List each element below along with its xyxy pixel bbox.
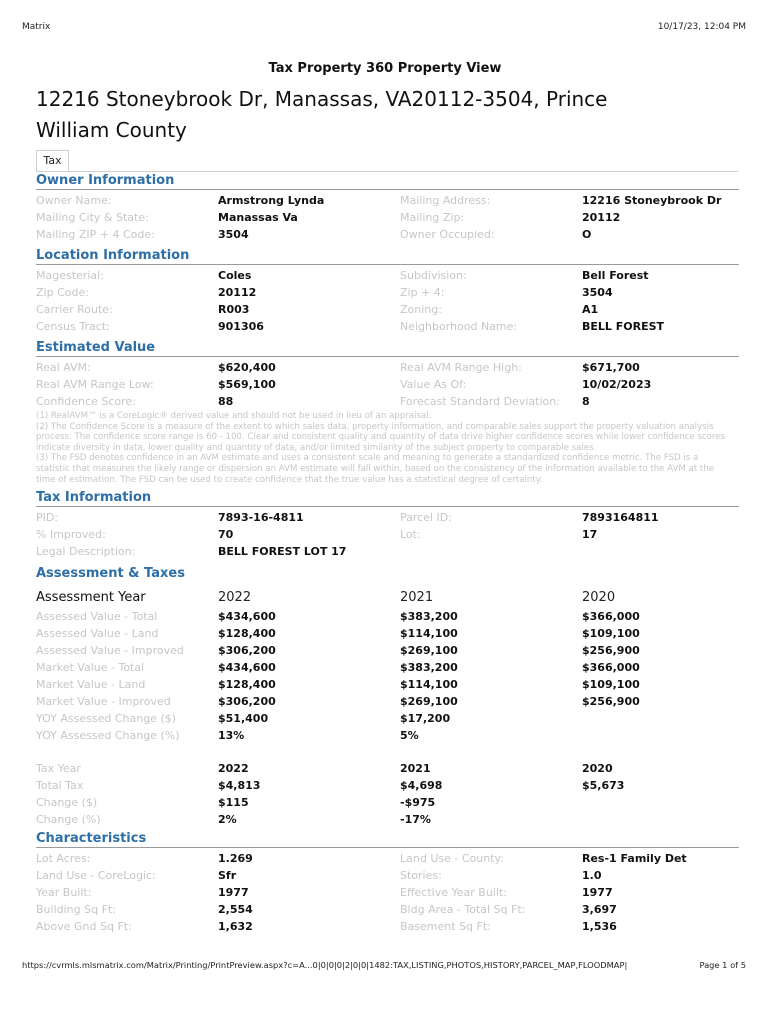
cell-value: $256,900 (582, 695, 640, 708)
info-row (36, 850, 739, 867)
table-row (36, 625, 739, 642)
cell-value: $366,000 (582, 661, 640, 674)
field-value: 1,536 (582, 920, 617, 933)
cell-value: $109,100 (582, 627, 640, 640)
field-value: 8 (582, 395, 590, 408)
field-value: 3504 (218, 228, 249, 241)
section-title: Location Information (36, 247, 739, 265)
section-title: Assessment & Taxes (36, 566, 185, 581)
field-label: Neighborhood Name: (400, 320, 518, 333)
field-value: 1,632 (218, 920, 253, 933)
note-line: process. The confidence score range is 60 - 100. Clear and consistent quality and quantity of data drive higher confidence scores while lower confidence scores (36, 432, 725, 443)
field-label: Zip + 4: (400, 286, 445, 299)
assessment-taxes-section (36, 565, 739, 828)
row-label: Assessed Value - Land (36, 627, 159, 640)
cell-value: $128,400 (218, 627, 276, 640)
cell-value: $114,100 (400, 627, 458, 640)
field-label: Bldg Area - Total Sq Ft: (400, 903, 526, 916)
table-row (36, 676, 739, 693)
cell-value: 2020 (582, 762, 613, 775)
cell-value: 13% (218, 729, 245, 742)
field-value: 70 (218, 528, 234, 541)
note-line: statistic that measures the likely range or dispersion an AVM estimate will fall within, based on the consistency of the information available to the AVM at the (36, 463, 715, 474)
field-label: Census Tract: (36, 320, 110, 333)
cell-value: $434,600 (218, 661, 276, 674)
field-value: $671,700 (582, 361, 640, 374)
cell-value: $269,100 (400, 695, 458, 708)
info-row (36, 318, 739, 335)
field-value: Sfr (218, 869, 237, 882)
cell-value: $115 (218, 796, 249, 809)
field-label: Real AVM: (36, 361, 91, 374)
info-row (36, 359, 739, 376)
field-label: Confidence Score: (36, 395, 136, 408)
row-label: YOY Assessed Change ($) (36, 712, 177, 725)
document-title: Tax Property 360 Property View (268, 61, 502, 76)
table-row (36, 693, 739, 710)
note-line: (3) The FSD denotes confidence in an AVM estimate and uses a consistent scale and meaning to generate a standardized confidence metric. The FSD is a (36, 453, 699, 464)
field-label: Owner Occupied: (400, 228, 495, 241)
cell-value: 5% (400, 729, 419, 742)
field-value: 7893-16-4811 (218, 511, 304, 524)
field-label: Real AVM Range Low: (36, 378, 154, 391)
address-line-2: William County (36, 118, 187, 142)
note-line: time of estimation. The FSD can be used to create confidence that the true value has a statistical degree of certainty. (36, 474, 543, 485)
field-label: Above Gnd Sq Ft: (36, 920, 132, 933)
row-label: Change (%) (36, 813, 101, 826)
cell-value: $17,200 (400, 712, 451, 725)
print-header-app: Matrix (22, 22, 51, 32)
field-value: 1977 (582, 886, 613, 899)
field-value: 7893164811 (582, 511, 659, 524)
info-row (36, 226, 739, 243)
field-value: Bell Forest (582, 269, 649, 282)
info-row (36, 192, 739, 209)
field-value: Armstrong Lynda (218, 194, 325, 207)
info-row (36, 209, 739, 226)
field-value: 3,697 (582, 903, 617, 916)
field-label: Land Use - County: (400, 852, 504, 865)
field-value: 17 (582, 528, 598, 541)
cell-value: $114,100 (400, 678, 458, 691)
cell-value: $434,600 (218, 610, 276, 623)
cell-value: $306,200 (218, 644, 276, 657)
row-label: Tax Year (36, 762, 81, 775)
field-label: Stories: (400, 869, 442, 882)
cell-value: $4,813 (218, 779, 261, 792)
field-label: % Improved: (36, 528, 106, 541)
cell-value: $269,100 (400, 644, 458, 657)
row-label: Assessed Value - Total (36, 610, 158, 623)
note-line: indicate diversity in data, lower quality and quantity of data, and/or limited similarity of the subject property to comparable sales. (36, 442, 597, 453)
column-header: 2022 (218, 590, 252, 605)
field-label: Magesterial: (36, 269, 104, 282)
field-value: Manassas Va (218, 211, 298, 224)
row-label: Assessed Value - Improved (36, 644, 184, 657)
info-row (36, 867, 739, 884)
property-address (36, 84, 736, 146)
cell-value: $383,200 (400, 610, 458, 623)
tax-information-section (36, 489, 739, 560)
field-value: BELL FOREST LOT 17 (218, 545, 347, 558)
column-header: 2021 (400, 590, 434, 605)
field-value: $569,100 (218, 378, 276, 391)
field-value: 20112 (218, 286, 257, 299)
table-row (36, 777, 739, 794)
section-title: Estimated Value (36, 339, 739, 357)
info-row (36, 526, 739, 543)
field-label: Forecast Standard Deviation: (400, 395, 560, 408)
field-label: Lot: (400, 528, 421, 541)
field-label: Zoning: (400, 303, 442, 316)
cell-value: $5,673 (582, 779, 625, 792)
info-row (36, 301, 739, 318)
note-line: (2) The Confidence Score is a measure of the extent to which sales data, property information, and comparable sales support the property valuation analysis (36, 421, 714, 432)
field-label: Zip Code: (36, 286, 89, 299)
cell-value: $383,200 (400, 661, 458, 674)
field-value: O (582, 228, 592, 241)
location-information-section (36, 247, 739, 335)
field-label: Mailing ZIP + 4 Code: (36, 228, 155, 241)
table-row (36, 642, 739, 659)
table-row (36, 794, 739, 811)
table-row (36, 659, 739, 676)
field-label: Parcel ID: (400, 511, 452, 524)
cell-value: $366,000 (582, 610, 640, 623)
field-value: R003 (218, 303, 250, 316)
cell-value: $128,400 (218, 678, 276, 691)
assessment-year-header (36, 588, 739, 608)
row-label: Market Value - Improved (36, 695, 171, 708)
section-title: Tax Information (36, 489, 739, 507)
table-row (36, 727, 739, 744)
field-label: Effective Year Built: (400, 886, 507, 899)
info-row (36, 393, 739, 410)
print-footer-url: https://cvrmls.mlsmatrix.com/Matrix/Printing/PrintPreview.aspx?c=A...0|0|0|0|2|0|0|1482:TAX,LISTING,PHOTOS,HISTORY,PARCEL_MAP,FLOODMAP| (22, 960, 628, 970)
cell-value: $306,200 (218, 695, 276, 708)
estimated-value-section (36, 339, 739, 485)
info-row (36, 376, 739, 393)
row-label: Change ($) (36, 796, 98, 809)
row-label: Market Value - Total (36, 661, 145, 674)
table-row (36, 811, 739, 828)
field-value: 10/02/2023 (582, 378, 652, 391)
note-line: (1) RealAVM™ is a CoreLogic® derived value and should not be used in lieu of an appraisal. (36, 411, 432, 421)
field-label: Carrier Route: (36, 303, 113, 316)
field-label: Subdivision: (400, 269, 467, 282)
field-value: Res-1 Family Det (582, 852, 687, 865)
info-row (36, 543, 739, 560)
info-row (36, 267, 739, 284)
table-row (36, 608, 739, 625)
cell-value: $4,698 (400, 779, 443, 792)
field-label: Value As Of: (400, 378, 467, 391)
field-value: 3504 (582, 286, 613, 299)
tax-year-row (36, 760, 739, 777)
info-row (36, 509, 739, 526)
field-label: Mailing City & State: (36, 211, 149, 224)
field-value: 1.0 (582, 869, 602, 882)
field-value: 1.269 (218, 852, 253, 865)
field-label: Building Sq Ft: (36, 903, 116, 916)
field-value: 12216 Stoneybrook Dr (582, 194, 722, 207)
field-value: A1 (582, 303, 599, 316)
tab-tax[interactable]: Tax (36, 150, 69, 171)
field-value: 2,554 (218, 903, 253, 916)
field-value: Coles (218, 269, 252, 282)
field-label: Basement Sq Ft: (400, 920, 491, 933)
field-label: Real AVM Range High: (400, 361, 522, 374)
field-label: Owner Name: (36, 194, 112, 207)
field-value: BELL FOREST (582, 320, 665, 333)
column-header: Assessment Year (36, 590, 146, 605)
section-title: Characteristics (36, 830, 739, 848)
field-label: Mailing Zip: (400, 211, 465, 224)
field-value: 20112 (582, 211, 621, 224)
estimated-value-notes (36, 411, 739, 485)
field-value: $620,400 (218, 361, 276, 374)
row-label: YOY Assessed Change (%) (36, 729, 180, 742)
field-value: 88 (218, 395, 234, 408)
address-line-1: 12216 Stoneybrook Dr, Manassas, VA20112-3504, Prince (36, 87, 608, 111)
info-row (36, 918, 739, 935)
info-row (36, 884, 739, 901)
table-row (36, 710, 739, 727)
owner-information-section (36, 172, 739, 243)
characteristics-section (36, 830, 739, 935)
field-label: Mailing Address: (400, 194, 491, 207)
cell-value: 2022 (218, 762, 249, 775)
field-label: PID: (36, 511, 59, 524)
cell-value: -$975 (400, 796, 436, 809)
field-label: Lot Acres: (36, 852, 91, 865)
info-row (36, 901, 739, 918)
info-row (36, 284, 739, 301)
print-header-datetime: 10/17/23, 12:04 PM (657, 22, 746, 32)
section-title: Owner Information (36, 172, 739, 190)
cell-value: $51,400 (218, 712, 269, 725)
cell-value: $256,900 (582, 644, 640, 657)
cell-value: 2021 (400, 762, 431, 775)
cell-value: 2% (218, 813, 237, 826)
field-value: 1977 (218, 886, 249, 899)
row-label: Total Tax (36, 779, 84, 792)
cell-value: $109,100 (582, 678, 640, 691)
column-header: 2020 (582, 590, 616, 605)
field-label: Legal Description: (36, 545, 136, 558)
field-label: Year Built: (36, 886, 92, 899)
cell-value: -17% (400, 813, 431, 826)
field-label: Land Use - CoreLogic: (36, 869, 156, 882)
field-value: 901306 (218, 320, 264, 333)
print-footer-page-number: Page 1 of 5 (699, 960, 746, 970)
row-label: Market Value - Land (36, 678, 146, 691)
